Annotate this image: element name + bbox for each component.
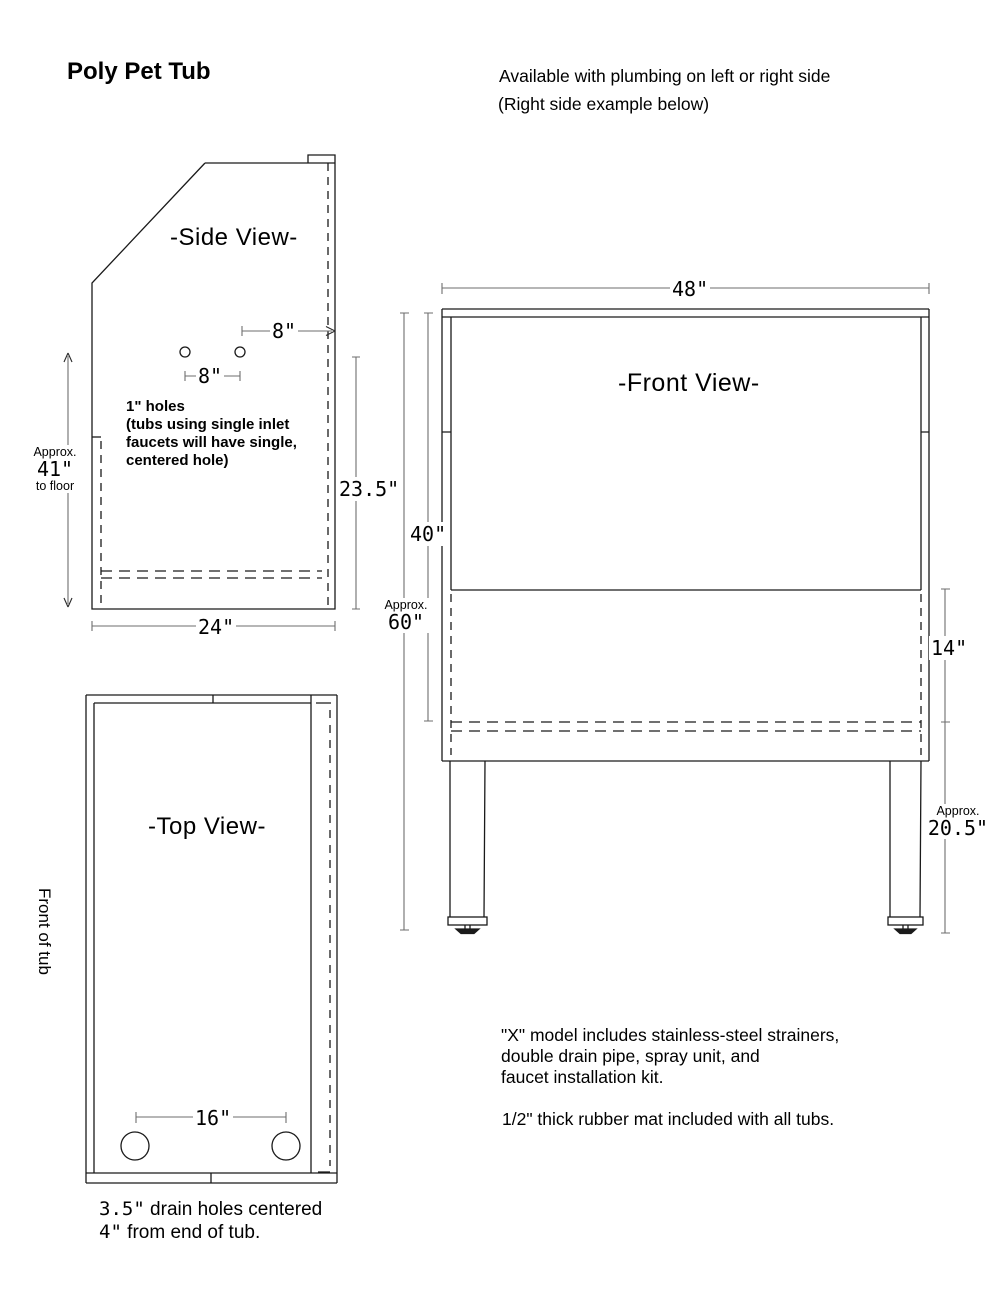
leg-left-foot-pad <box>456 929 479 934</box>
leg-right-footplate <box>888 917 923 925</box>
floor-dim-suffix: to floor <box>35 479 75 493</box>
dim-drain-spacing: 16" <box>195 1106 232 1130</box>
dim-length: 48" <box>672 277 709 301</box>
holes-note <box>126 398 297 470</box>
dim-lower-panel: 14" <box>931 636 968 660</box>
x-model-note <box>501 1025 839 1088</box>
drain-hole-right <box>272 1132 300 1160</box>
floor-dim-prefix: Approx. <box>33 445 77 459</box>
top-view-hidden-edge-caps <box>316 703 331 1172</box>
faucet-hole-left <box>180 347 190 357</box>
drain-note-value2: 4" <box>99 1221 122 1243</box>
leg-dim-value: 20.5" <box>927 816 989 840</box>
front-view-mat-hidden-lines <box>451 722 921 731</box>
leg-right-foot-pad <box>895 929 916 934</box>
drain-note-line2 <box>99 1221 322 1244</box>
dim-hole-to-wall: 8" <box>272 319 297 343</box>
front-view-drawing <box>442 309 929 934</box>
x-model-note-line1: "X" model includes stainless-steel strainers, <box>501 1025 840 1045</box>
height-dim-prefix: Approx. <box>384 598 428 612</box>
height-dim-value: 60" <box>387 610 425 634</box>
front-view-title: -Front View- <box>618 369 760 397</box>
leg-right <box>890 761 921 917</box>
floor-height-dimension <box>28 445 82 493</box>
holes-note-line2: (tubs using single inlet <box>126 416 290 433</box>
drain-note-line1 <box>99 1198 322 1221</box>
drain-note-value1: 3.5" <box>99 1198 145 1220</box>
x-model-note-line2: double drain pipe, spray unit, and <box>501 1046 760 1066</box>
dim-hole-spacing: 8" <box>198 364 223 388</box>
leg-dim-prefix: Approx. <box>936 804 980 818</box>
side-view-mat-hidden-lines <box>101 571 322 578</box>
top-view-inner-walls <box>86 695 337 1173</box>
drain-holes-note <box>99 1198 322 1244</box>
front-view-inner-walls <box>442 317 929 590</box>
top-view-title: -Top View- <box>148 813 266 840</box>
drain-hole-left <box>121 1132 149 1160</box>
overall-height-dimension <box>381 598 431 633</box>
drain-note-text2: from end of tub. <box>121 1222 261 1243</box>
dim-side-width: 24" <box>198 615 235 639</box>
leg-height-dimension <box>922 804 994 839</box>
page-title: Poly Pet Tub <box>67 58 211 85</box>
side-view-title: -Side View- <box>170 224 298 251</box>
holes-note-line1: 1" holes <box>126 398 185 415</box>
leg-left <box>450 761 485 917</box>
faucet-hole-right <box>235 347 245 357</box>
x-model-note-line3: faucet installation kit. <box>501 1067 664 1087</box>
availability-note-line2: (Right side example below) <box>498 94 710 114</box>
floor-dim-value: 41" <box>36 457 74 481</box>
dim-body-height: 40" <box>410 522 447 546</box>
availability-note-line1: Available with plumbing on left or right side <box>499 66 831 86</box>
holes-note-line3: faucets will have single, <box>126 434 297 451</box>
drain-note-text1: drain holes centered <box>144 1199 323 1220</box>
leg-left-footplate <box>448 917 487 925</box>
mat-note: 1/2" thick rubber mat included with all tubs. <box>502 1109 835 1129</box>
front-of-tub-label: Front of tub <box>35 888 54 975</box>
holes-note-line4: centered hole) <box>126 452 229 469</box>
dim-basin-depth: 23.5" <box>339 477 400 501</box>
